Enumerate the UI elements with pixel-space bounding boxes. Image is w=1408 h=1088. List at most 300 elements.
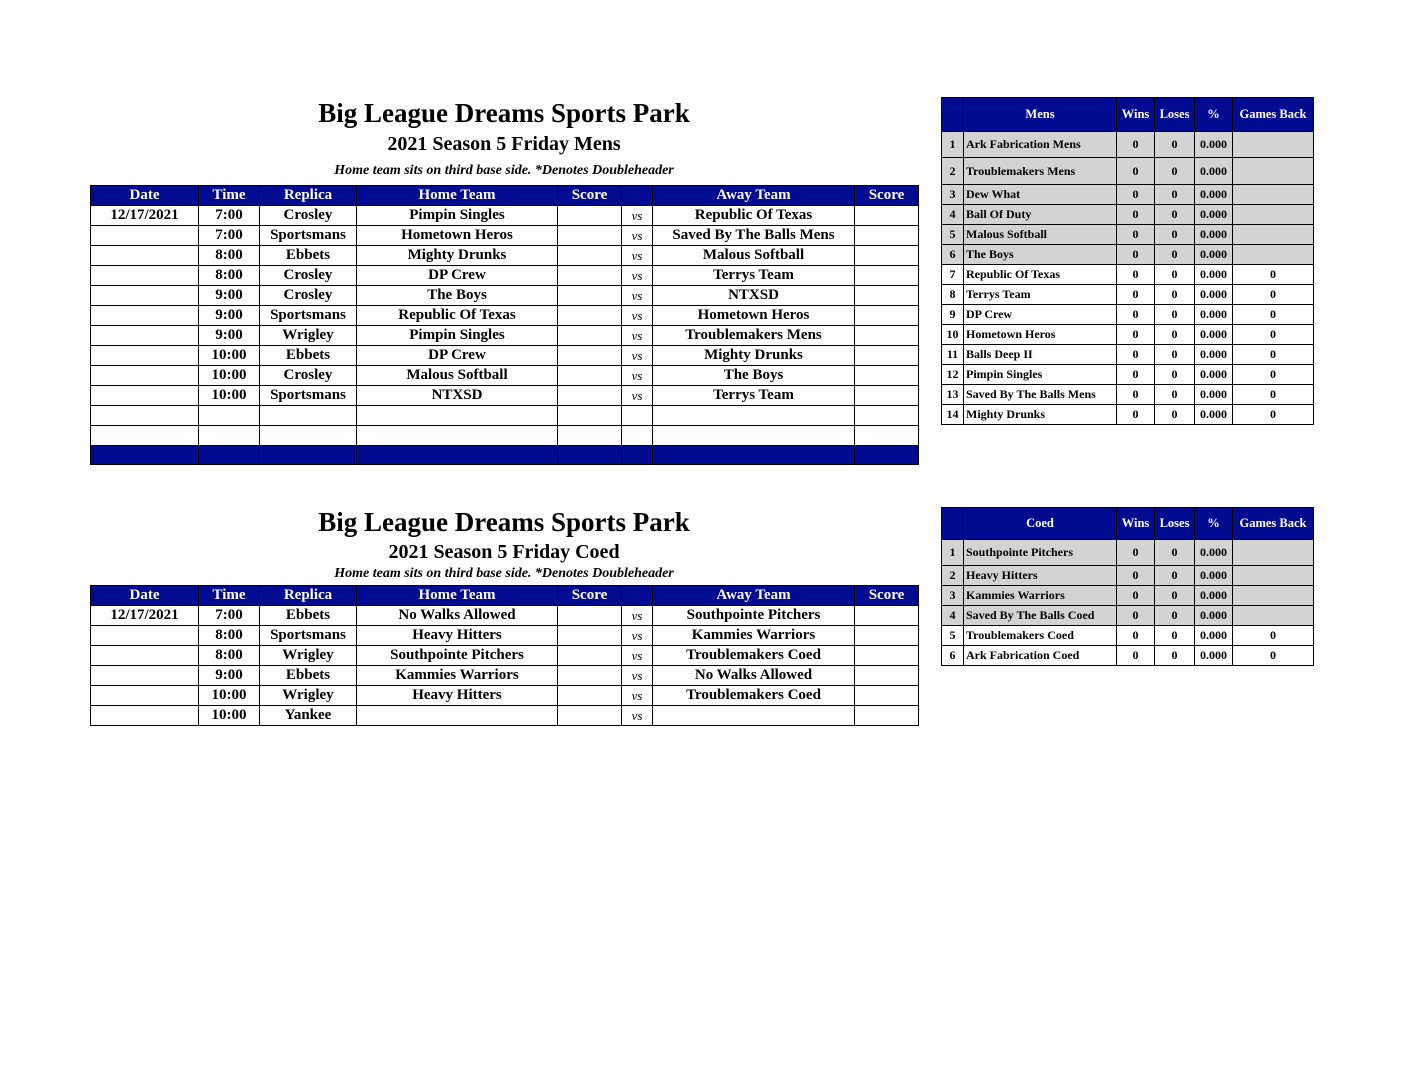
cell-date: [91, 686, 199, 706]
cell-home-team: Kammies Warriors: [357, 666, 558, 686]
standings-rank: 8: [942, 285, 964, 305]
standings-team: Troublemakers Coed: [964, 626, 1117, 646]
cell-time: [199, 426, 260, 446]
standings-header-rank: [942, 98, 964, 132]
cell-home-score: [558, 346, 622, 366]
cell-home-score: [558, 606, 622, 626]
standings-team: Republic Of Texas: [964, 265, 1117, 285]
cell-replica: Ebbets: [260, 606, 357, 626]
standings-header-pct: %: [1195, 98, 1233, 132]
standings-wins: 0: [1117, 158, 1155, 185]
col-header-time: Time: [199, 586, 260, 606]
col-header-home-team: Home Team: [357, 586, 558, 606]
cell-vs: vs: [622, 306, 653, 326]
standings-rank: 1: [942, 132, 964, 158]
cell-home-team: [357, 426, 558, 446]
cell-home-team: DP Crew: [357, 266, 558, 286]
standings-team: Troublemakers Mens: [964, 158, 1117, 185]
standings-wins: 0: [1117, 626, 1155, 646]
cell-vs: [622, 426, 653, 446]
schedule-row: [91, 606, 919, 626]
col-header-away-team: Away Team: [653, 586, 855, 606]
standings-loses: 0: [1155, 606, 1195, 626]
standings-loses: 0: [1155, 365, 1195, 385]
cell-away-score: [855, 326, 919, 346]
standings-pct: 0.000: [1195, 566, 1233, 586]
standings-row: [942, 285, 1314, 305]
cell-home-score: [558, 366, 622, 386]
standings-loses: 0: [1155, 265, 1195, 285]
standings-row: [942, 205, 1314, 225]
cell-home-team: Malous Softball: [357, 366, 558, 386]
schedule-row: [91, 706, 919, 726]
cell-home-team: DP Crew: [357, 346, 558, 366]
cell-replica: Sportsmans: [260, 626, 357, 646]
cell-home-score: [558, 686, 622, 706]
standings-wins: 0: [1117, 646, 1155, 666]
cell-date: [91, 226, 199, 246]
cell-home-team: No Walks Allowed: [357, 606, 558, 626]
cell-away-score: [855, 406, 919, 426]
schedule-row: [91, 426, 919, 446]
cell-home-team: [357, 406, 558, 426]
cell-home-team: Mighty Drunks: [357, 246, 558, 266]
standings-wins: 0: [1117, 345, 1155, 365]
cell-time: 8:00: [199, 246, 260, 266]
cell-home-score: [558, 706, 622, 726]
standings-loses: 0: [1155, 405, 1195, 425]
schedule-footer-bar: [91, 446, 919, 465]
col-header-vs: [622, 586, 653, 606]
cell-vs: vs: [622, 266, 653, 286]
standings-row: [942, 305, 1314, 325]
standings-rank: 12: [942, 365, 964, 385]
cell-date: [91, 666, 199, 686]
cell-home-team: Pimpin Singles: [357, 206, 558, 226]
standings-row: [942, 158, 1314, 185]
cell-away-score: [855, 346, 919, 366]
standings-rank: 7: [942, 265, 964, 285]
standings-rank: 10: [942, 325, 964, 345]
standings-rank: 5: [942, 225, 964, 245]
standings-header-loses: Loses: [1155, 98, 1195, 132]
standings-row: [942, 586, 1314, 606]
standings-pct: 0.000: [1195, 285, 1233, 305]
cell-home-score: [558, 386, 622, 406]
standings-header-wins: Wins: [1117, 98, 1155, 132]
standings-games-back: [1233, 185, 1314, 205]
cell-replica: Crosley: [260, 266, 357, 286]
standings-team: Terrys Team: [964, 285, 1117, 305]
cell-date: [91, 646, 199, 666]
footer-cell: [622, 446, 653, 465]
standings-row: [942, 646, 1314, 666]
cell-replica: [260, 406, 357, 426]
cell-vs: vs: [622, 206, 653, 226]
standings-wins: 0: [1117, 285, 1155, 305]
mens-season-title: 2021 Season 5 Friday Mens: [387, 133, 621, 155]
standings-loses: 0: [1155, 205, 1195, 225]
cell-vs: vs: [622, 246, 653, 266]
cell-vs: vs: [622, 686, 653, 706]
standings-header-games-back: Games Back: [1233, 508, 1314, 540]
standings-rank: 4: [942, 205, 964, 225]
col-header-vs: [622, 186, 653, 206]
cell-time: 9:00: [199, 306, 260, 326]
cell-away-team: [653, 406, 855, 426]
cell-date: [91, 246, 199, 266]
standings-games-back: [1233, 158, 1314, 185]
col-header-date: Date: [91, 186, 199, 206]
cell-away-team: The Boys: [653, 366, 855, 386]
footer-cell: [357, 446, 558, 465]
standings-games-back: 0: [1233, 285, 1314, 305]
footer-cell: [199, 446, 260, 465]
cell-away-team: Malous Softball: [653, 246, 855, 266]
cell-time: 10:00: [199, 386, 260, 406]
cell-date: [91, 426, 199, 446]
standings-row: [942, 185, 1314, 205]
standings-header-loses: Loses: [1155, 508, 1195, 540]
standings-header-team: Coed: [964, 508, 1117, 540]
standings-games-back: [1233, 606, 1314, 626]
cell-vs: vs: [622, 646, 653, 666]
standings-loses: 0: [1155, 325, 1195, 345]
schedule-row: [91, 226, 919, 246]
cell-date: [91, 366, 199, 386]
standings-loses: 0: [1155, 385, 1195, 405]
standings-loses: 0: [1155, 285, 1195, 305]
standings-rank: 2: [942, 158, 964, 185]
col-header-home-team: Home Team: [357, 186, 558, 206]
cell-away-team: Terrys Team: [653, 386, 855, 406]
cell-replica: Crosley: [260, 206, 357, 226]
cell-away-score: [855, 706, 919, 726]
schedule-row: [91, 406, 919, 426]
cell-vs: [622, 406, 653, 426]
standings-loses: 0: [1155, 158, 1195, 185]
cell-replica: Sportsmans: [260, 306, 357, 326]
standings-loses: 0: [1155, 646, 1195, 666]
col-header-home-score: Score: [558, 186, 622, 206]
cell-date: 12/17/2021: [91, 206, 199, 226]
schedule-row: [91, 686, 919, 706]
cell-time: 8:00: [199, 626, 260, 646]
schedule-row: [91, 266, 919, 286]
cell-away-score: [855, 366, 919, 386]
standings-wins: 0: [1117, 405, 1155, 425]
schedule-row: [91, 206, 919, 226]
cell-home-team: Southpointe Pitchers: [357, 646, 558, 666]
standings-loses: 0: [1155, 132, 1195, 158]
cell-away-score: [855, 206, 919, 226]
cell-replica: Wrigley: [260, 326, 357, 346]
coed-schedule-header: [91, 586, 919, 606]
cell-home-score: [558, 666, 622, 686]
standings-team: Pimpin Singles: [964, 365, 1117, 385]
schedule-row: [91, 326, 919, 346]
cell-date: [91, 706, 199, 726]
standings-games-back: 0: [1233, 646, 1314, 666]
cell-away-score: [855, 386, 919, 406]
cell-away-score: [855, 686, 919, 706]
cell-home-team: Pimpin Singles: [357, 326, 558, 346]
footer-cell: [855, 446, 919, 465]
standings-wins: 0: [1117, 205, 1155, 225]
standings-loses: 0: [1155, 245, 1195, 265]
cell-time: 7:00: [199, 606, 260, 626]
footer-cell: [91, 446, 199, 465]
standings-loses: 0: [1155, 305, 1195, 325]
standings-row: [942, 345, 1314, 365]
standings-rank: 9: [942, 305, 964, 325]
cell-away-score: [855, 646, 919, 666]
cell-time: 8:00: [199, 646, 260, 666]
standings-games-back: 0: [1233, 365, 1314, 385]
standings-row: [942, 365, 1314, 385]
standings-wins: 0: [1117, 586, 1155, 606]
standings-team: The Boys: [964, 245, 1117, 265]
cell-away-team: Terrys Team: [653, 266, 855, 286]
col-header-away-score: Score: [855, 186, 919, 206]
coed-standings-header: [942, 508, 1314, 540]
standings-games-back: 0: [1233, 305, 1314, 325]
cell-replica: Ebbets: [260, 246, 357, 266]
cell-home-team: Hometown Heros: [357, 226, 558, 246]
standings-pct: 0.000: [1195, 265, 1233, 285]
cell-vs: vs: [622, 706, 653, 726]
standings-row: [942, 626, 1314, 646]
schedule-row: [91, 386, 919, 406]
cell-away-team: Troublemakers Mens: [653, 326, 855, 346]
standings-pct: 0.000: [1195, 586, 1233, 606]
cell-time: 10:00: [199, 366, 260, 386]
standings-games-back: 0: [1233, 405, 1314, 425]
standings-pct: 0.000: [1195, 606, 1233, 626]
cell-vs: vs: [622, 626, 653, 646]
cell-date: [91, 326, 199, 346]
standings-games-back: 0: [1233, 265, 1314, 285]
cell-replica: Crosley: [260, 366, 357, 386]
standings-wins: 0: [1117, 185, 1155, 205]
cell-time: 9:00: [199, 326, 260, 346]
mens-standings-table: [941, 97, 1314, 425]
cell-vs: vs: [622, 386, 653, 406]
cell-replica: Yankee: [260, 706, 357, 726]
cell-away-score: [855, 666, 919, 686]
cell-replica: Crosley: [260, 286, 357, 306]
mens-note: Home team sits on third base side. *Denotes Doubleheader: [334, 163, 674, 178]
cell-date: [91, 266, 199, 286]
schedule-row: [91, 366, 919, 386]
standings-games-back: [1233, 225, 1314, 245]
cell-away-team: No Walks Allowed: [653, 666, 855, 686]
cell-home-score: [558, 206, 622, 226]
standings-header-games-back: Games Back: [1233, 98, 1314, 132]
coed-schedule-table: [90, 585, 919, 726]
standings-games-back: [1233, 566, 1314, 586]
cell-time: 7:00: [199, 226, 260, 246]
footer-cell: [558, 446, 622, 465]
standings-pct: 0.000: [1195, 205, 1233, 225]
standings-team: Heavy Hitters: [964, 566, 1117, 586]
schedule-row: [91, 626, 919, 646]
col-header-home-score: Score: [558, 586, 622, 606]
cell-vs: vs: [622, 226, 653, 246]
standings-wins: 0: [1117, 365, 1155, 385]
coed-note: Home team sits on third base side. *Denotes Doubleheader: [334, 566, 674, 581]
standings-games-back: [1233, 540, 1314, 566]
cell-away-score: [855, 246, 919, 266]
standings-pct: 0.000: [1195, 385, 1233, 405]
standings-pct: 0.000: [1195, 132, 1233, 158]
standings-games-back: 0: [1233, 345, 1314, 365]
cell-replica: Ebbets: [260, 346, 357, 366]
standings-wins: 0: [1117, 132, 1155, 158]
schedule-row: [91, 346, 919, 366]
standings-wins: 0: [1117, 265, 1155, 285]
footer-cell: [260, 446, 357, 465]
standings-loses: 0: [1155, 626, 1195, 646]
standings-pct: 0.000: [1195, 405, 1233, 425]
cell-away-score: [855, 286, 919, 306]
cell-away-team: Kammies Warriors: [653, 626, 855, 646]
cell-home-score: [558, 226, 622, 246]
schedule-row: [91, 286, 919, 306]
cell-home-score: [558, 246, 622, 266]
cell-time: 9:00: [199, 286, 260, 306]
cell-date: [91, 386, 199, 406]
cell-away-score: [855, 226, 919, 246]
coed-standings-table: [941, 507, 1314, 666]
cell-away-team: Troublemakers Coed: [653, 646, 855, 666]
standings-rank: 4: [942, 606, 964, 626]
standings-pct: 0.000: [1195, 305, 1233, 325]
mens-schedule-header: [91, 186, 919, 206]
standings-games-back: 0: [1233, 385, 1314, 405]
cell-date: [91, 306, 199, 326]
standings-row: [942, 225, 1314, 245]
cell-replica: Wrigley: [260, 646, 357, 666]
standings-rank: 3: [942, 586, 964, 606]
cell-away-score: [855, 626, 919, 646]
standings-row: [942, 540, 1314, 566]
cell-away-team: NTXSD: [653, 286, 855, 306]
standings-pct: 0.000: [1195, 540, 1233, 566]
standings-rank: 2: [942, 566, 964, 586]
cell-away-team: Hometown Heros: [653, 306, 855, 326]
cell-vs: vs: [622, 326, 653, 346]
mens-park-title: Big League Dreams Sports Park: [318, 98, 690, 128]
standings-header-team: Mens: [964, 98, 1117, 132]
cell-time: 8:00: [199, 266, 260, 286]
standings-rank: 1: [942, 540, 964, 566]
cell-away-score: [855, 426, 919, 446]
standings-row: [942, 325, 1314, 345]
standings-header-wins: Wins: [1117, 508, 1155, 540]
cell-away-team: Saved By The Balls Mens: [653, 226, 855, 246]
coed-season-title: 2021 Season 5 Friday Coed: [388, 541, 620, 563]
standings-team: Mighty Drunks: [964, 405, 1117, 425]
standings-row: [942, 132, 1314, 158]
cell-home-team: Heavy Hitters: [357, 626, 558, 646]
standings-wins: 0: [1117, 566, 1155, 586]
standings-rank: 6: [942, 646, 964, 666]
standings-row: [942, 385, 1314, 405]
standings-wins: 0: [1117, 325, 1155, 345]
schedule-row: [91, 246, 919, 266]
cell-date: [91, 406, 199, 426]
standings-rank: 13: [942, 385, 964, 405]
schedule-row: [91, 306, 919, 326]
cell-away-score: [855, 606, 919, 626]
cell-vs: vs: [622, 666, 653, 686]
cell-home-score: [558, 326, 622, 346]
cell-vs: vs: [622, 366, 653, 386]
cell-replica: Ebbets: [260, 666, 357, 686]
standings-rank: 11: [942, 345, 964, 365]
standings-loses: 0: [1155, 540, 1195, 566]
cell-home-score: [558, 286, 622, 306]
col-header-away-team: Away Team: [653, 186, 855, 206]
cell-time: 10:00: [199, 706, 260, 726]
cell-vs: vs: [622, 346, 653, 366]
cell-home-score: [558, 306, 622, 326]
standings-team: Saved By The Balls Mens: [964, 385, 1117, 405]
standings-team: Balls Deep II: [964, 345, 1117, 365]
standings-pct: 0.000: [1195, 245, 1233, 265]
cell-replica: Sportsmans: [260, 386, 357, 406]
cell-time: 9:00: [199, 666, 260, 686]
standings-team: DP Crew: [964, 305, 1117, 325]
standings-header-pct: %: [1195, 508, 1233, 540]
standings-games-back: [1233, 205, 1314, 225]
standings-row: [942, 566, 1314, 586]
cell-away-team: Troublemakers Coed: [653, 686, 855, 706]
standings-wins: 0: [1117, 225, 1155, 245]
standings-team: Southpointe Pitchers: [964, 540, 1117, 566]
standings-team: Saved By The Balls Coed: [964, 606, 1117, 626]
standings-team: Malous Softball: [964, 225, 1117, 245]
footer-cell: [653, 446, 855, 465]
cell-away-team: [653, 706, 855, 726]
standings-team: Hometown Heros: [964, 325, 1117, 345]
cell-away-team: Southpointe Pitchers: [653, 606, 855, 626]
standings-row: [942, 265, 1314, 285]
standings-games-back: 0: [1233, 325, 1314, 345]
standings-games-back: [1233, 132, 1314, 158]
cell-home-score: [558, 646, 622, 666]
standings-rank: 5: [942, 626, 964, 646]
standings-pct: 0.000: [1195, 365, 1233, 385]
cell-replica: Sportsmans: [260, 226, 357, 246]
col-header-replica: Replica: [260, 586, 357, 606]
standings-team: Ark Fabrication Mens: [964, 132, 1117, 158]
cell-date: 12/17/2021: [91, 606, 199, 626]
schedule-row: [91, 646, 919, 666]
standings-loses: 0: [1155, 345, 1195, 365]
cell-date: [91, 286, 199, 306]
cell-away-team: Mighty Drunks: [653, 346, 855, 366]
standings-rank: 14: [942, 405, 964, 425]
standings-pct: 0.000: [1195, 345, 1233, 365]
standings-pct: 0.000: [1195, 646, 1233, 666]
standings-pct: 0.000: [1195, 626, 1233, 646]
standings-loses: 0: [1155, 586, 1195, 606]
col-header-date: Date: [91, 586, 199, 606]
standings-team: Ball Of Duty: [964, 205, 1117, 225]
standings-team: Kammies Warriors: [964, 586, 1117, 606]
